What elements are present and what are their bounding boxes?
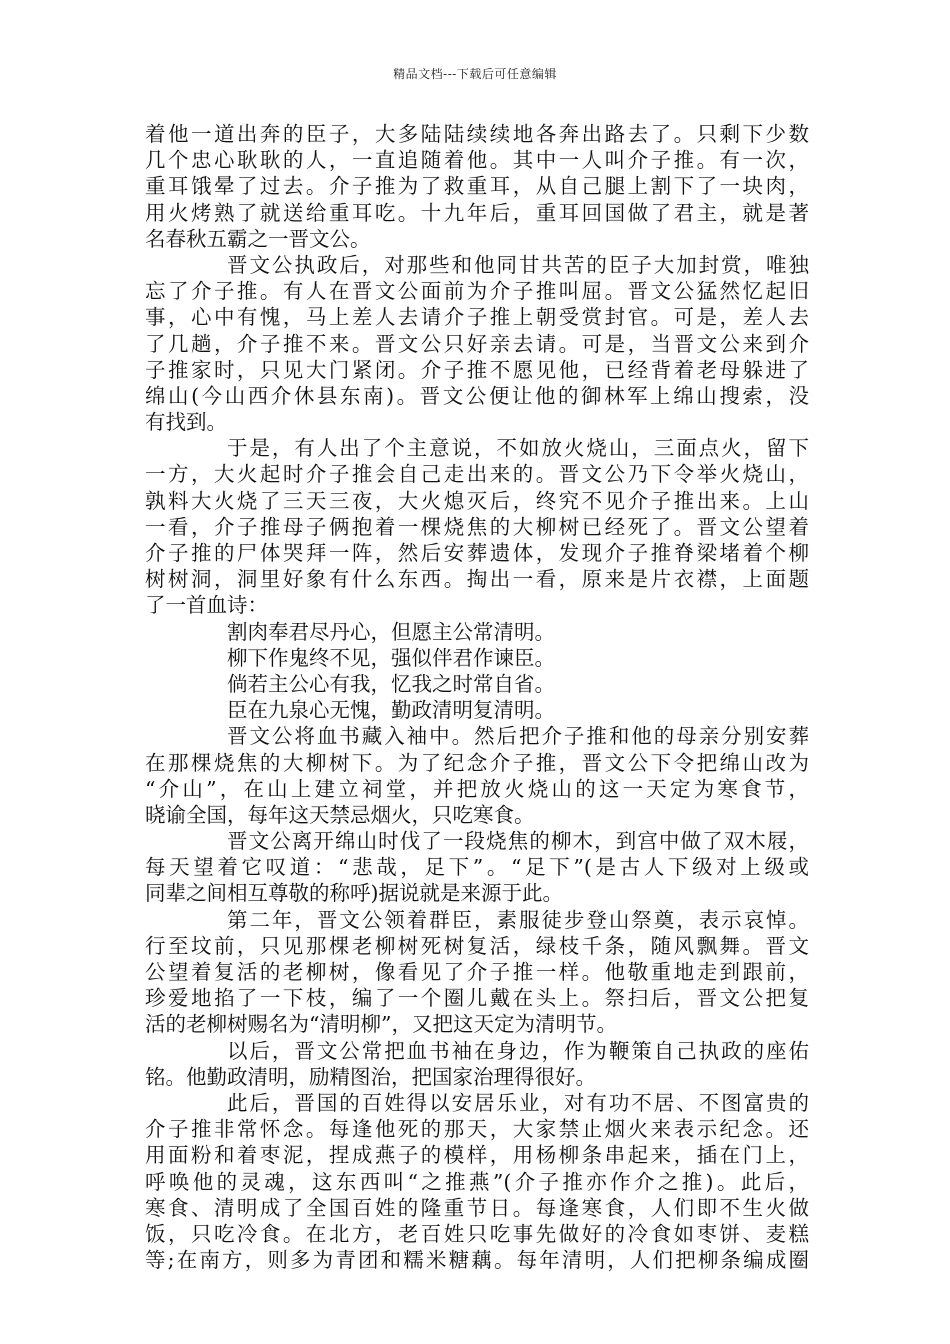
text-line: 铭。他勤政清明，励精图治，把国家治理得很好。 — [145, 1064, 596, 1089]
text-line: 晓谕全国，每年这天禁忌烟火，只吃寒食。 — [145, 802, 535, 827]
text-line: 晋文公离开绵山时伐了一段烧焦的柳木，到宫中做了双木屐， — [227, 829, 809, 854]
text-line: 于是，有人出了个主意说，不如放火烧山，三面点火，留下 — [227, 436, 809, 461]
text-line: 树树洞，洞里好象有什么东西。掏出一看，原来是片衣襟，上面题 — [145, 567, 809, 592]
text-line: 在那棵烧焦的大柳树下。为了纪念介子推，晋文公下令把绵山改为 — [145, 750, 809, 775]
poem-line: 倘若主公心有我，忆我之时常自省。 — [227, 671, 555, 696]
text-line: 行至坟前，只见那棵老柳树死树复活，绿枝千条，随风飘舞。晋文 — [145, 933, 809, 958]
text-line: 呼唤他的灵魂，这东西叫“之推燕”(介子推亦作介之推)。此后， — [145, 1169, 809, 1194]
text-line: 此后，晋国的百姓得以安居乐业，对有功不居、不图富贵的 — [227, 1090, 809, 1115]
text-line: 寒食、清明成了全国百姓的隆重节日。每逢寒食，人们即不生火做 — [145, 1195, 809, 1220]
text-line: 以后，晋文公常把血书袖在身边，作为鞭策自己执政的座佑 — [227, 1038, 809, 1063]
text-line: 几个忠心耿耿的人，一直追随着他。其中一人叫介子推。有一次， — [145, 148, 809, 173]
text-line: 忘了介子推。有人在晋文公面前为介子推叫屈。晋文公猛然忆起旧 — [145, 279, 809, 304]
text-line: 一看，介子推母子俩抱着一棵烧焦的大柳树已经死了。晋文公望着 — [145, 514, 809, 539]
document-body — [145, 121, 809, 1273]
text-line: “介山”，在山上建立祠堂，并把放火烧山的这一天定为寒食节， — [145, 776, 809, 801]
text-line: 了几趟，介子推不来。晋文公只好亲去请。可是，当晋文公来到介 — [145, 331, 809, 356]
text-line: 用面粉和着枣泥，捏成燕子的模样，用杨柳条串起来，插在门上， — [145, 1143, 809, 1168]
text-line: 子推家时，只见大门紧闭。介子推不愿见他，已经背着老母躲进了 — [145, 357, 809, 382]
text-line: 等;在南方，则多为青团和糯米糖藕。每年清明，人们把柳条编成圈 — [145, 1248, 809, 1273]
text-line: 介子推的尸体哭拜一阵，然后安葬遗体，发现介子推脊梁堵着个柳 — [145, 541, 809, 565]
text-line: 晋文公执政后，对那些和他同甘共苦的臣子大加封赏，唯独 — [227, 252, 809, 277]
text-line: 着他一道出奔的臣子，大多陆陆续续地各奔出路去了。只剩下少数 — [145, 122, 809, 146]
text-line: 晋文公将血书藏入袖中。然后把介子推和他的母亲分别安葬 — [227, 724, 809, 749]
text-line: 介子推非常怀念。每逢他死的那天，大家禁止烟火来表示纪念。还 — [145, 1117, 809, 1142]
poem-line: 柳下作鬼终不见，强似伴君作谏臣。 — [227, 645, 555, 670]
text-line: 公望着复活的老柳树，像看见了介子推一样。他敬重地走到跟前， — [145, 960, 809, 984]
poem-line: 臣在九泉心无愧，勤政清明复清明。 — [227, 698, 555, 723]
text-line: 用火烤熟了就送给重耳吃。十九年后，重耳回国做了君主，就是著 — [145, 200, 809, 225]
page-header: 精品文档---下载后可任意编辑 — [393, 67, 557, 81]
text-line: 珍爱地掐了一下枝，编了一个圈儿戴在头上。祭扫后，晋文公把复 — [145, 986, 809, 1011]
text-line: 孰料大火烧了三天三夜，大火熄灭后，终究不见介子推出来。上山 — [145, 488, 809, 513]
text-line: 活的老柳树赐名为“清明柳”，又把这天定为清明节。 — [145, 1012, 617, 1037]
text-line: 重耳饿晕了过去。介子推为了救重耳，从自己腿上割下了一块肉， — [145, 174, 809, 199]
text-line: 事，心中有愧，马上差人去请介子推上朝受赏封官。可是，差人去 — [145, 305, 809, 330]
text-line: 有找到。 — [145, 410, 227, 435]
text-line: 每天望着它叹道：“悲哉，足下”。“足下”(是古人下级对上级或 — [145, 855, 809, 880]
text-line: 第二年，晋文公领着群臣，素服徒步登山祭奠，表示哀悼。 — [227, 907, 809, 932]
text-line: 了一首血诗： — [145, 593, 268, 618]
poem-line: 割肉奉君尽丹心，但愿主公常清明。 — [227, 619, 555, 644]
text-line: 名春秋五霸之一晋文公。 — [145, 226, 371, 251]
text-line: 一方，大火起时介子推会自己走出来的。晋文公乃下令举火烧山， — [145, 462, 809, 487]
text-line: 同辈之间相互尊敬的称呼)据说就是来源于此。 — [145, 881, 563, 906]
text-line: 绵山(今山西介休县东南)。晋文公便让他的御林军上绵山搜索，没 — [145, 383, 809, 408]
text-line: 饭，只吃冷食。在北方，老百姓只吃事先做好的冷食如枣饼、麦糕 — [145, 1221, 809, 1246]
